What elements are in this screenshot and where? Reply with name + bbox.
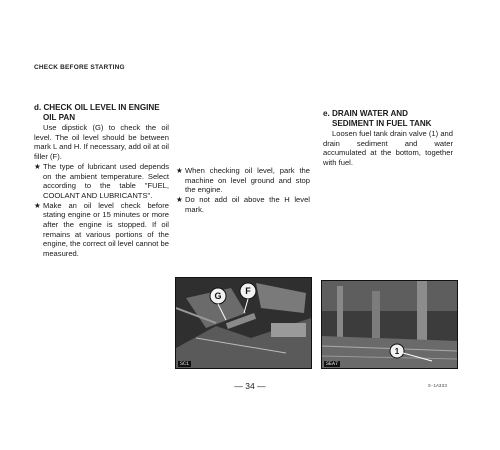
section-e-heading — [323, 109, 453, 129]
callout-g-label: G — [214, 291, 222, 301]
note-text: The type of lubricant used depends on the ambient temperature. Select according to the table "FUEL, COOLANT AND LUBRICANTS". — [43, 161, 169, 200]
star-bullet-icon: ★ — [176, 166, 183, 175]
section-d-intro: Use dipstick (G) to check the oil level. The oil level should be between mark L and H. If necessary, add oil at oil filler (F). — [34, 123, 169, 162]
note-item — [176, 195, 310, 214]
photo-code-left: SC1 — [180, 361, 190, 367]
fuel-tank-photo-illustration — [322, 281, 457, 368]
note-item — [176, 166, 310, 195]
page-number: — 34 — — [234, 381, 266, 391]
section-e-heading-line1: e. DRAIN WATER AND — [323, 109, 408, 118]
document-code: S-1A333 — [428, 384, 447, 389]
engine-photo-illustration — [176, 278, 311, 368]
section-e-column — [323, 109, 453, 168]
callout-f-label: F — [245, 286, 251, 296]
note-item — [34, 201, 169, 259]
section-e-body: Loosen fuel tank drain valve (1) and drain sediment and water accumulated at the bottom, together with fuel. — [323, 129, 453, 168]
engine-oil-photo — [175, 277, 312, 369]
star-bullet-icon: ★ — [176, 195, 183, 205]
notes-continued-column — [176, 166, 310, 215]
callout-1-label: 1 — [394, 347, 400, 356]
running-head: CHECK BEFORE STARTING — [34, 64, 125, 71]
note-text: Do not add oil above the H level mark. — [185, 195, 310, 214]
note-text: When checking oil level, park the machine on level ground and stop the engine. — [185, 166, 310, 195]
section-d-heading-line2: OIL PAN — [43, 113, 76, 122]
fuel-tank-photo — [321, 280, 458, 369]
section-d-heading — [34, 103, 169, 123]
section-d-heading-line1: d. CHECK OIL LEVEL IN ENGINE — [34, 103, 160, 112]
note-item — [34, 162, 169, 201]
section-d-column — [34, 103, 169, 259]
star-bullet-icon: ★ — [34, 200, 41, 210]
star-bullet-icon: ★ — [34, 161, 41, 171]
section-e-heading-line2: SEDIMENT IN FUEL TANK — [332, 119, 432, 128]
photo-code-right: SEA7 — [326, 361, 339, 367]
note-text: Make an oil level check before stating engine or 15 minutes or more after the engine is stopped. If oil remains at various portions of the engine, the correct oil level cannot be measured. — [43, 200, 169, 259]
